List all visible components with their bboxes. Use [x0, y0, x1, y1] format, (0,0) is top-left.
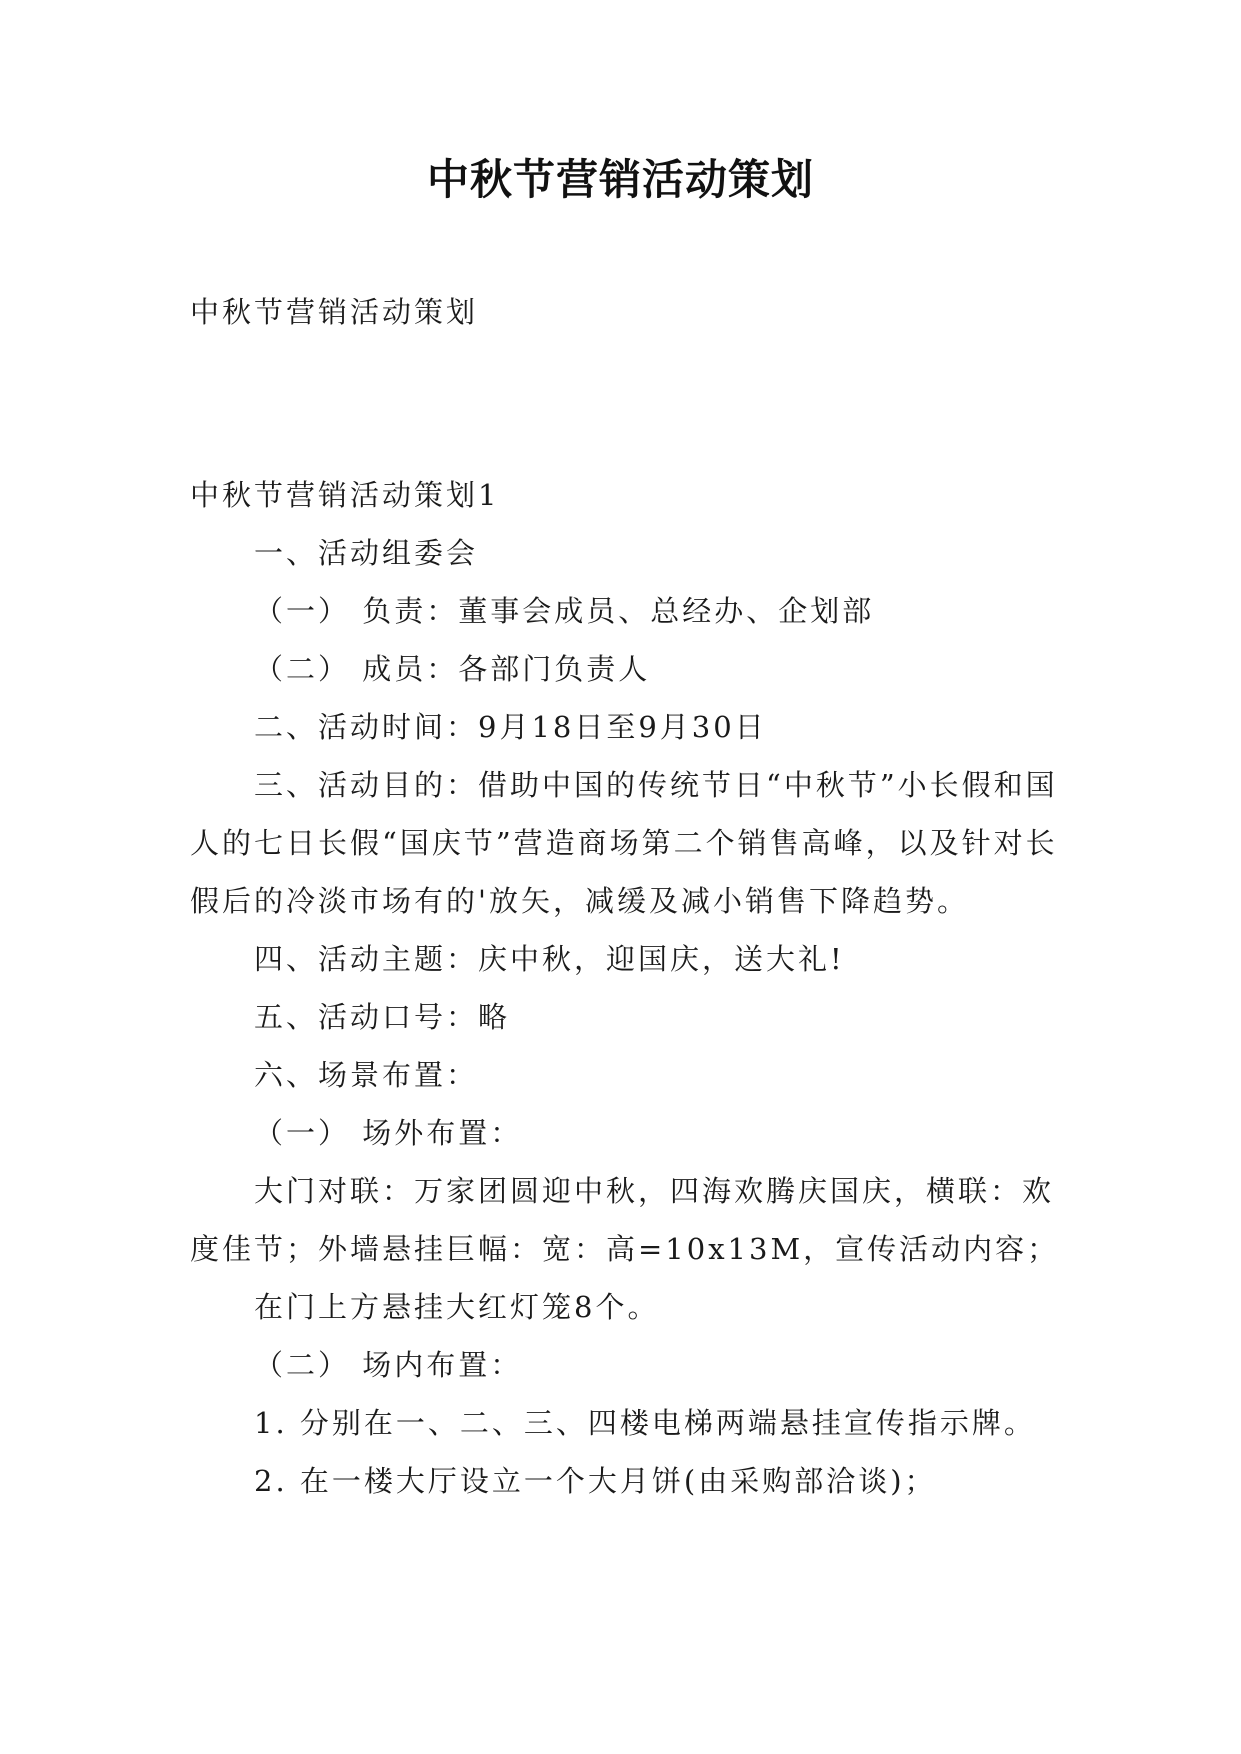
- paragraph: 2. 在一楼大厅设立一个大月饼(由采购部洽谈)；: [254, 1464, 937, 1498]
- document-subtitle: 中秋节营销活动策划: [190, 295, 479, 329]
- paragraph: 五、活动口号：略: [254, 1000, 511, 1034]
- paragraph: 二、活动时间：9月18日至9月30日: [254, 710, 767, 744]
- paragraph: 1. 分别在一、二、三、四楼电梯两端悬挂宣传指示牌。: [254, 1406, 1036, 1440]
- paragraph: 大门对联：万家团圆迎中秋，四海欢腾庆国庆，横联：欢度佳节；外墙悬挂巨幅：宽：高=10x13M，宣传活动内容；: [190, 1174, 1060, 1266]
- document-body: [190, 466, 1070, 1510]
- paragraph: （一） 场外布置：: [254, 1116, 523, 1150]
- paragraph: 六、场景布置：: [254, 1058, 479, 1092]
- paragraph: （二） 场内布置：: [254, 1348, 523, 1382]
- document-title: 中秋节营销活动策划: [426, 155, 814, 204]
- paragraph: 在门上方悬挂大红灯笼8个。: [254, 1290, 660, 1324]
- paragraph: 四、活动主题：庆中秋，迎国庆，送大礼!: [254, 942, 845, 976]
- section-heading: 中秋节营销活动策划1: [190, 478, 500, 512]
- paragraph: 一、活动组委会: [254, 536, 479, 570]
- paragraph: （一） 负责：董事会成员、总经办、企划部: [254, 594, 875, 628]
- paragraph: 三、活动目的：借助中国的传统节日“中秋节”小长假和国人的七日长假“国庆节”营造商场第二个销售高峰，以及针对长假后的冷淡市场有的'放矢，减缓及减小销售下降趋势。: [190, 768, 1058, 918]
- paragraph: （二） 成员：各部门负责人: [254, 652, 651, 686]
